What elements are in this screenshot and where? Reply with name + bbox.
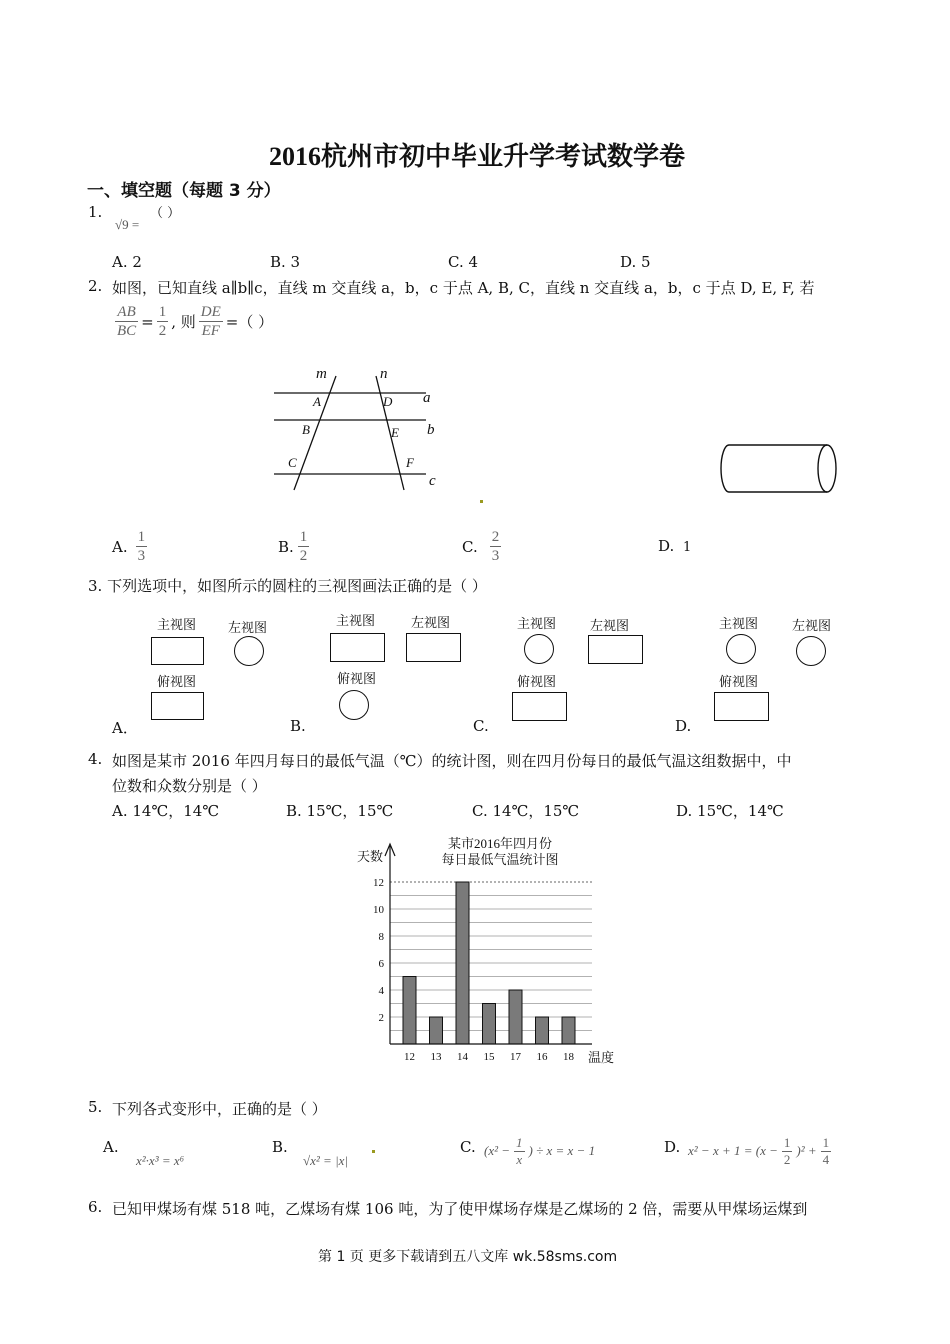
q2-option-a-label: A. — [112, 537, 128, 556]
q2-option-a-num: 1 — [137, 529, 146, 545]
x-tick-label: 12 — [404, 1051, 415, 1063]
label-n: n — [380, 366, 388, 382]
q2-parallel-lines-figure — [268, 362, 448, 497]
q5-d-num: 1 — [783, 1135, 791, 1150]
q3d-left-circle — [796, 636, 826, 666]
q2-option-d — [658, 537, 691, 555]
q5-c-num: 1 — [516, 1135, 523, 1150]
q1-option-d: D. 5 — [620, 253, 651, 271]
q2-text: 如图，已知直线 a∥b∥c，直线 m 交直线 a，b，c 于点 A, B, C，直线 n 交直线 a，b，c 于点 D, E, F, 若 — [112, 279, 815, 297]
q2-condition — [115, 303, 273, 340]
q3d-front-label: 主视图 — [719, 617, 759, 632]
q1-expression: √9 = — [115, 217, 140, 232]
q2-option-d-label: D. — [658, 537, 675, 555]
y-tick-label: 2 — [378, 1012, 384, 1024]
q4-line1: 如图是某市 2016 年四月每日的最低气温（℃）的统计图，则在四月份每日的最低气温这组数据中，中 — [112, 752, 792, 770]
cylinder-figure — [715, 440, 845, 498]
q3-option-a: A． — [112, 719, 138, 737]
q1-number: 1. — [88, 203, 103, 221]
q3c-top-label: 俯视图 — [517, 675, 557, 690]
q5-c-right: ) ÷ x = x − 1 — [528, 1143, 596, 1159]
q3a-left-circle — [234, 636, 264, 666]
y-tick-label: 10 — [373, 904, 384, 916]
q2-eq1: = — [141, 312, 154, 331]
chart-title: 某市2016年四月份 — [447, 836, 553, 851]
q4-option-b: B. 15℃，15℃ — [286, 802, 394, 820]
label-F: F — [406, 455, 414, 470]
bar-13 — [430, 1017, 443, 1044]
x-tick-label: 14 — [457, 1051, 468, 1063]
x-tick-label: 17 — [510, 1051, 521, 1063]
q2-option-c-den: 3 — [491, 548, 500, 564]
q2-frac3-den: EF — [201, 323, 220, 339]
label-a: a — [423, 390, 431, 406]
q5-c-expr — [484, 1135, 595, 1167]
q3d-top-rect — [714, 692, 769, 721]
q3a-left-label: 左视图 — [228, 621, 268, 636]
label-b: b — [427, 422, 435, 438]
y-tick-label: 6 — [378, 958, 384, 970]
q3b-left-label: 左视图 — [411, 616, 451, 631]
q2-frac2-num: 1 — [158, 304, 167, 320]
bar-16 — [536, 1017, 549, 1044]
q5-b-label: B. — [272, 1138, 288, 1156]
q5-b-expr: √x² = |x| — [303, 1153, 348, 1168]
q2-option-b — [278, 528, 309, 565]
q3c-left-label: 左视图 — [590, 619, 630, 634]
q4-option-a: A. 14℃，14℃ — [112, 802, 220, 820]
q2-frac1-den: BC — [117, 323, 137, 339]
q5-text: 下列各式变形中，正确的是（ ） — [112, 1100, 327, 1118]
q1-option-c: C. 4 — [448, 253, 479, 271]
q3-option-d: D. — [675, 717, 692, 735]
y-tick-label: 12 — [373, 877, 384, 889]
q2-option-b-num: 1 — [299, 529, 308, 545]
section-heading: 一、填空题（每题 3 分） — [87, 181, 281, 201]
q3d-front-circle — [726, 634, 756, 664]
chart-ylabel: 天数 — [357, 849, 384, 864]
q2-option-a-den: 3 — [137, 548, 146, 564]
q5-d-left: x² − x + 1 = (x − — [688, 1143, 778, 1159]
q6-number: 6. — [88, 1198, 103, 1216]
q3d-left-label: 左视图 — [792, 619, 832, 634]
q5-d-expr — [688, 1135, 831, 1167]
q4-option-c: C. 14℃，15℃ — [472, 802, 580, 820]
q3b-left-rect — [406, 633, 461, 662]
chart-xlabel: 温度 — [588, 1050, 615, 1065]
label-E: E — [391, 425, 399, 440]
label-D: D — [383, 394, 393, 409]
q5-d-den2: 4 — [822, 1151, 830, 1167]
q2-frac3-num: DE — [200, 304, 221, 320]
q5-a-label: A. — [103, 1138, 119, 1156]
page-footer: 第 1 页 更多下载请到五八文库 wk.58sms.com — [318, 1249, 618, 1265]
q3a-top-label: 俯视图 — [157, 675, 197, 690]
temperature-bar-chart — [340, 830, 640, 1070]
q3d-top-label: 俯视图 — [719, 675, 759, 690]
q2-option-c-num: 2 — [491, 529, 500, 545]
x-tick-label: 18 — [563, 1051, 574, 1063]
bar-12 — [403, 977, 416, 1045]
q2-eq2: =（ ） — [225, 313, 274, 331]
q1-paren: （ ） — [150, 206, 181, 221]
q6-text: 已知甲煤场有煤 518 吨，乙煤场有煤 106 吨，为了使甲煤场存煤是乙煤场的 2 倍，需要从甲煤场运煤到 — [112, 1200, 808, 1218]
q3a-front-rect — [151, 637, 204, 665]
y-tick-label: 4 — [378, 985, 384, 997]
q2-option-c — [462, 528, 501, 565]
bar-17 — [509, 990, 522, 1044]
q5-d-den: 2 — [783, 1151, 791, 1167]
q2-option-b-den: 2 — [299, 548, 308, 564]
q3c-front-circle — [524, 634, 554, 664]
bar-18 — [562, 1017, 575, 1044]
bar-15 — [483, 1004, 496, 1045]
bar-14 — [456, 882, 469, 1044]
q4-line2: 位数和众数分别是（ ） — [112, 777, 267, 795]
q3a-top-rect — [151, 692, 204, 720]
q5-d-num2: 1 — [822, 1135, 830, 1150]
page-title: 2016杭州市初中毕业升学考试数学卷 — [269, 142, 686, 171]
label-C: C — [288, 455, 297, 470]
label-m: m — [316, 366, 327, 382]
q3c-front-label: 主视图 — [517, 617, 557, 632]
q2-option-d-value: 1 — [683, 540, 692, 555]
q2-number: 2. — [88, 277, 103, 295]
label-B: B — [302, 422, 310, 437]
q3c-left-rect — [588, 635, 643, 664]
q2-frac2-den: 2 — [158, 323, 167, 339]
q3-option-c: C. — [473, 717, 489, 735]
q3c-top-rect — [512, 692, 567, 721]
q1-option-a: A. 2 — [112, 253, 142, 271]
q5-a-expr: x²·x³ = x⁶ — [136, 1153, 185, 1168]
q1-option-b: B. 3 — [270, 253, 301, 271]
q5-d-label: D. — [664, 1138, 681, 1156]
x-tick-label: 16 — [536, 1051, 548, 1063]
q5-c-left: (x² − — [484, 1143, 511, 1159]
label-c: c — [429, 473, 436, 489]
q3b-front-rect — [330, 633, 385, 662]
stray-mark — [372, 1150, 375, 1153]
stray-mark — [480, 500, 483, 503]
x-tick-label: 15 — [483, 1051, 495, 1063]
q4-number: 4. — [88, 750, 103, 768]
q3-option-b: B. — [290, 717, 306, 735]
chart-subtitle: 每日最低气温统计图 — [441, 852, 559, 867]
q5-d-mid: )² + — [796, 1143, 817, 1159]
q3b-top-circle — [339, 690, 369, 720]
q3b-top-label: 俯视图 — [337, 672, 377, 687]
q3b-front-label: 主视图 — [336, 614, 376, 629]
q5-number: 5. — [88, 1098, 103, 1116]
q3a-front-label: 主视图 — [157, 618, 197, 633]
x-tick-label: 13 — [430, 1051, 442, 1063]
q2-option-b-label: B. — [278, 537, 294, 556]
y-tick-label: 8 — [378, 931, 384, 943]
q2-option-a — [112, 528, 147, 565]
q4-option-d: D. 15℃，14℃ — [676, 802, 784, 820]
q2-frac1-num: AB — [117, 304, 136, 320]
q2-then: , 则 — [171, 313, 196, 331]
q3-text: 3. 下列选项中，如图所示的圆柱的三视图画法正确的是（ ） — [88, 577, 487, 595]
q5-c-den: x — [516, 1151, 523, 1167]
label-A: A — [313, 394, 321, 409]
q2-option-c-label: C. — [462, 537, 478, 556]
q5-c-label: C. — [460, 1138, 476, 1156]
